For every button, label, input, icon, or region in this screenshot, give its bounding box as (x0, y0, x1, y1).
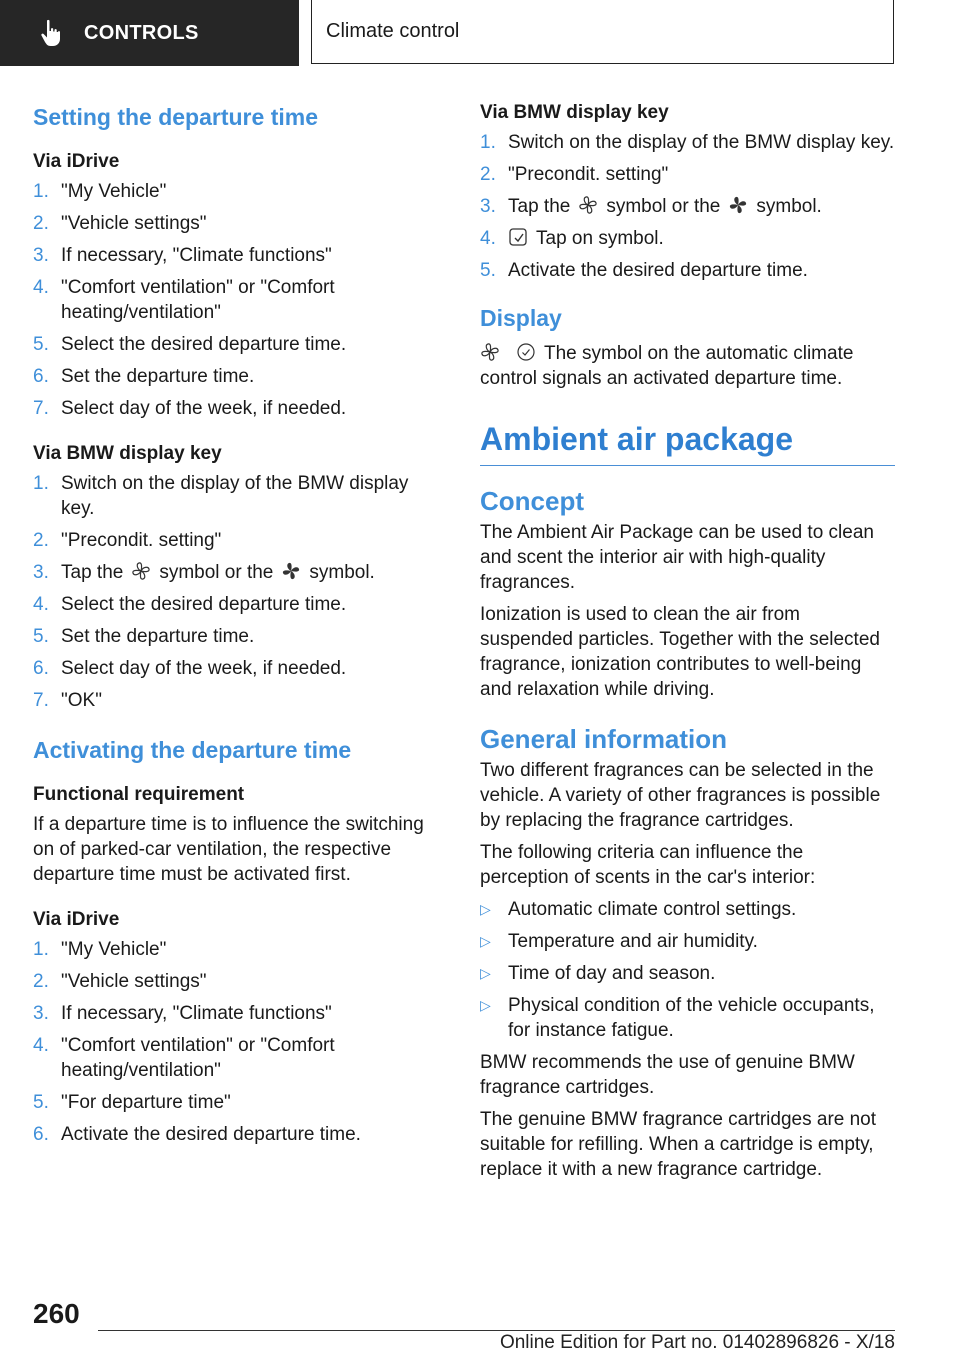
steps-idrive-1 (33, 179, 433, 421)
list-item (480, 162, 895, 187)
step-text: Switch on the display of the BMW display key. (61, 473, 409, 519)
right-column (480, 100, 895, 1189)
concept-paragraph-2: Ionization is used to clean the air from suspended particles. Together with the selected fragrance, ionization contributes to well-being and relaxation while driving. (480, 604, 880, 700)
step-text: Select the desired departure time. (61, 334, 347, 355)
list-item (33, 1090, 433, 1115)
edition-text: Online Edition for Part no. 01402896826 - X/18 (499, 1332, 895, 1353)
step-text: symbol. (756, 196, 822, 217)
heading-concept: Concept (480, 486, 584, 516)
page-header (0, 0, 960, 66)
step-number: 3. (480, 196, 496, 217)
section-label: Climate control (326, 20, 460, 42)
concept-paragraph-1: The Ambient Air Package can be used to clean and scent the interior air with high-quality fragrances. (480, 522, 874, 593)
step-text: Activate the desired departure time. (61, 1124, 361, 1145)
list-item (33, 471, 433, 521)
step-number: 6. (33, 366, 49, 387)
subheading-via-idrive-2: Via iDrive (33, 909, 120, 930)
list-item (33, 364, 433, 389)
list-item (480, 993, 895, 1043)
step-number: 4. (33, 277, 49, 298)
step-text: "Comfort ventilation" or "Comfort heating/ventilation" (61, 277, 335, 323)
page-footer (0, 1290, 960, 1362)
subheading-via-key: Via BMW display key (33, 443, 222, 464)
step-number: 6. (33, 1124, 49, 1145)
step-text: symbol. (309, 562, 375, 583)
list-item (33, 560, 433, 585)
step-text: Tap on symbol. (536, 228, 664, 249)
display-text (480, 341, 895, 391)
heading-setting-departure: Setting the departure time (33, 104, 318, 130)
list-item (33, 1033, 433, 1083)
step-text: Select day of the week, if needed. (61, 658, 347, 679)
step-text: Switch on the display of the BMW display key. (508, 132, 895, 153)
list-item (33, 396, 433, 421)
step-text: "Precondit. setting" (61, 530, 222, 551)
heading-general-information: General information (480, 724, 728, 754)
list-item (33, 656, 433, 681)
chapter-tab-controls (0, 0, 299, 66)
list-item (33, 969, 433, 994)
steps-idrive-2 (33, 937, 433, 1147)
step-text: Select day of the week, if needed. (61, 398, 347, 419)
step-text: symbol or the (606, 196, 721, 217)
subheading-functional-requirement: Functional requirement (33, 784, 245, 805)
bullet-text: Time of day and season. (508, 963, 716, 984)
step-number: 7. (33, 690, 49, 711)
general-paragraph-3: BMW recommends the use of genuine BMW fragrance cartridges. (480, 1052, 855, 1098)
step-number: 4. (480, 228, 496, 249)
checkbox-check-icon (508, 227, 528, 247)
general-paragraph-1: Two different fragrances can be selected in the vehicle. A variety of other fragrances is possible by replacing the fragrance cartridges. (480, 760, 881, 831)
list-item (33, 275, 433, 325)
fan-outline-icon (131, 561, 151, 581)
heading-activating-departure: Activating the departure time (33, 737, 352, 763)
step-number: 5. (480, 260, 496, 281)
list-item (480, 258, 895, 283)
subheading-via-idrive: Via iDrive (33, 151, 120, 172)
step-number: 3. (33, 1003, 49, 1024)
list-item (33, 592, 433, 617)
step-text: "Precondit. setting" (508, 164, 669, 185)
fan-outline-icon (480, 342, 500, 362)
step-text: "OK" (61, 690, 102, 711)
step-text: If necessary, "Climate functions" (61, 245, 332, 266)
step-number: 2. (33, 971, 49, 992)
step-text: Activate the desired departure time. (508, 260, 808, 281)
step-text: "Vehicle settings" (61, 971, 207, 992)
step-number: 5. (33, 1092, 49, 1113)
step-number: 2. (480, 164, 496, 185)
general-paragraph-2: The following criteria can influence the perception of scents in the car's interior: (480, 842, 816, 888)
step-number: 1. (33, 473, 49, 494)
fan-outline-icon (578, 195, 598, 215)
steps-display-key-2 (480, 130, 895, 283)
triangle-bullet-icon: ▷ (480, 965, 491, 981)
list-item (480, 226, 895, 251)
step-text: Tap the (61, 562, 124, 583)
subheading-via-key-2: Via BMW display key (480, 102, 669, 123)
fan-filled-icon (281, 561, 301, 581)
step-text: symbol or the (159, 562, 274, 583)
step-text: Set the departure time. (61, 626, 255, 647)
step-number: 1. (480, 132, 496, 153)
list-item (480, 194, 895, 219)
step-text: Tap the (508, 196, 571, 217)
list-item (33, 1001, 433, 1026)
step-number: 4. (33, 594, 49, 615)
heading-display: Display (480, 305, 562, 331)
step-number: 4. (33, 1035, 49, 1056)
left-column (33, 100, 433, 1154)
step-number: 6. (33, 658, 49, 679)
list-item (480, 130, 895, 155)
functional-requirement-text: If a departure time is to influence the switching on of parked-car ventilation, the respective departure time must be activated first. (33, 814, 424, 885)
list-item (33, 688, 433, 713)
list-item (33, 1122, 433, 1147)
bullet-text: Physical condition of the vehicle occupants, for instance fatigue. (508, 995, 875, 1041)
list-item (33, 624, 433, 649)
step-number: 5. (33, 334, 49, 355)
list-item (33, 211, 433, 236)
triangle-bullet-icon: ▷ (480, 933, 491, 949)
step-text: "My Vehicle" (61, 181, 167, 202)
step-number: 3. (33, 562, 49, 583)
step-text: "Comfort ventilation" or "Comfort heating/ventilation" (61, 1035, 335, 1081)
criteria-list (480, 897, 895, 1043)
step-text: Select the desired departure time. (61, 594, 347, 615)
step-text: "Vehicle settings" (61, 213, 207, 234)
list-item (33, 528, 433, 553)
list-item (33, 179, 433, 204)
step-number: 1. (33, 181, 49, 202)
step-text: If necessary, "Climate functions" (61, 1003, 332, 1024)
triangle-bullet-icon: ▷ (480, 901, 491, 917)
list-item (33, 332, 433, 357)
triangle-bullet-icon: ▷ (480, 997, 491, 1013)
clock-icon (516, 342, 536, 362)
list-item (480, 961, 895, 986)
step-number: 2. (33, 530, 49, 551)
step-number: 7. (33, 398, 49, 419)
step-number: 1. (33, 939, 49, 960)
page-number: 260 (33, 1298, 80, 1329)
bullet-text: Temperature and air humidity. (508, 931, 758, 952)
general-paragraph-4: The genuine BMW fragrance cartridges are not suitable for refilling. When a cartridge is empty, replace it with a new fragrance cartridge. (480, 1109, 877, 1180)
step-number: 5. (33, 626, 49, 647)
list-item (480, 897, 895, 922)
list-item (33, 937, 433, 962)
heading-ambient-air-package: Ambient air package (480, 417, 895, 466)
bullet-text: Automatic climate control settings. (508, 899, 797, 920)
step-text: "For departure time" (61, 1092, 231, 1113)
steps-display-key-1 (33, 471, 433, 713)
fan-filled-icon (728, 195, 748, 215)
hand-pointer-icon (38, 18, 64, 48)
list-item (33, 243, 433, 268)
chapter-label: CONTROLS (84, 21, 199, 44)
step-text: "My Vehicle" (61, 939, 167, 960)
section-tab (311, 0, 894, 64)
display-description: The symbol on the automatic climate control signals an activated departure time. (480, 343, 854, 389)
step-number: 3. (33, 245, 49, 266)
list-item (480, 929, 895, 954)
step-text: Set the departure time. (61, 366, 255, 387)
footer-divider (98, 1330, 895, 1331)
step-number: 2. (33, 213, 49, 234)
